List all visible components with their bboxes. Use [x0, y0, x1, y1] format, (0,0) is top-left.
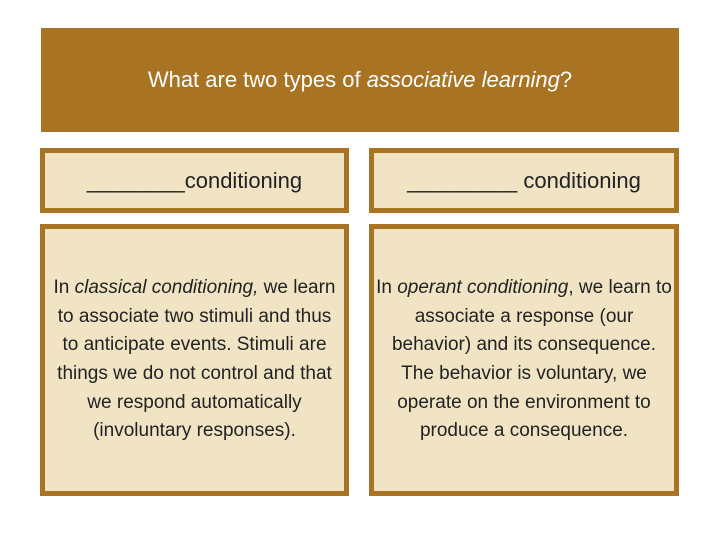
left-heading-card: [40, 148, 349, 213]
title-emphasis: associative learning: [366, 67, 560, 92]
title-suffix: ?: [559, 67, 573, 92]
right-term: operant conditioning: [397, 277, 569, 299]
right-description: [376, 274, 672, 446]
right-heading: _________ conditioning: [407, 167, 641, 193]
left-intro: In: [53, 277, 75, 299]
right-heading-card: [369, 148, 679, 213]
slide-title-banner: [41, 28, 679, 132]
right-text: , we learn to associate a response (our behavior) and its consequence. The behavior is voluntary, we operate on the environment to produce a consequence.: [391, 277, 672, 442]
slide-title: [148, 67, 572, 93]
left-text: we learn to associate two stimuli and thus to anticipate events. Stimuli are things we do not control and that we respond automatically (involuntary responses).: [57, 277, 336, 442]
right-description-card: [369, 224, 679, 496]
left-heading: ________conditioning: [86, 167, 303, 193]
left-description: [49, 274, 340, 446]
title-prefix: What are two types of: [147, 67, 367, 92]
right-intro: In: [376, 277, 398, 299]
left-description-card: [40, 224, 349, 496]
left-term: classical conditioning,: [74, 277, 259, 299]
